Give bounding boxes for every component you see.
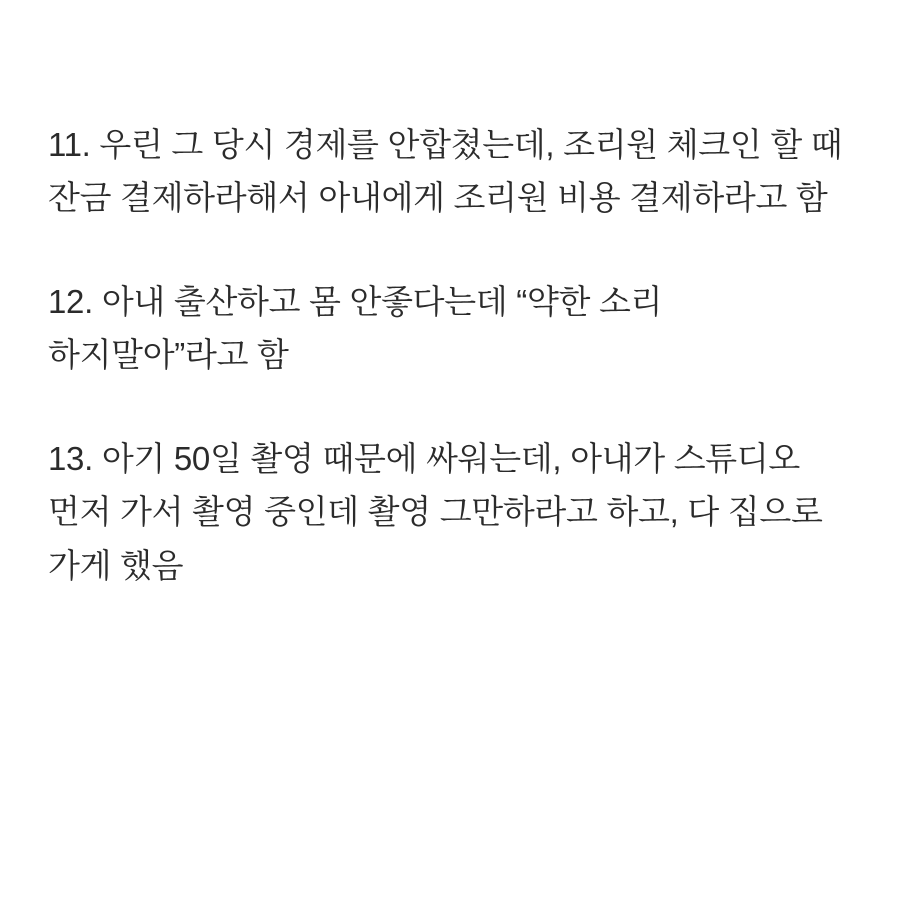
paragraph-12: 12. 아내 출산하고 몸 안좋다는데 “약한 소리 하지말아”라고 함 [48,282,671,374]
paragraph-13: 13. 아기 50일 촬영 때문에 싸워는데, 아내가 스튜디오 먼저 가서 촬영 중인데 촬영 그만하라고 하고, 다 집으로 가게 했음 [48,439,832,584]
paragraph-11: 11. 우린 그 당시 경제를 안합쳤는데, 조리원 체크인 할 때 잔금 결제하라해서 아내에게 조리원 비용 결제하라고 함 [48,126,852,217]
